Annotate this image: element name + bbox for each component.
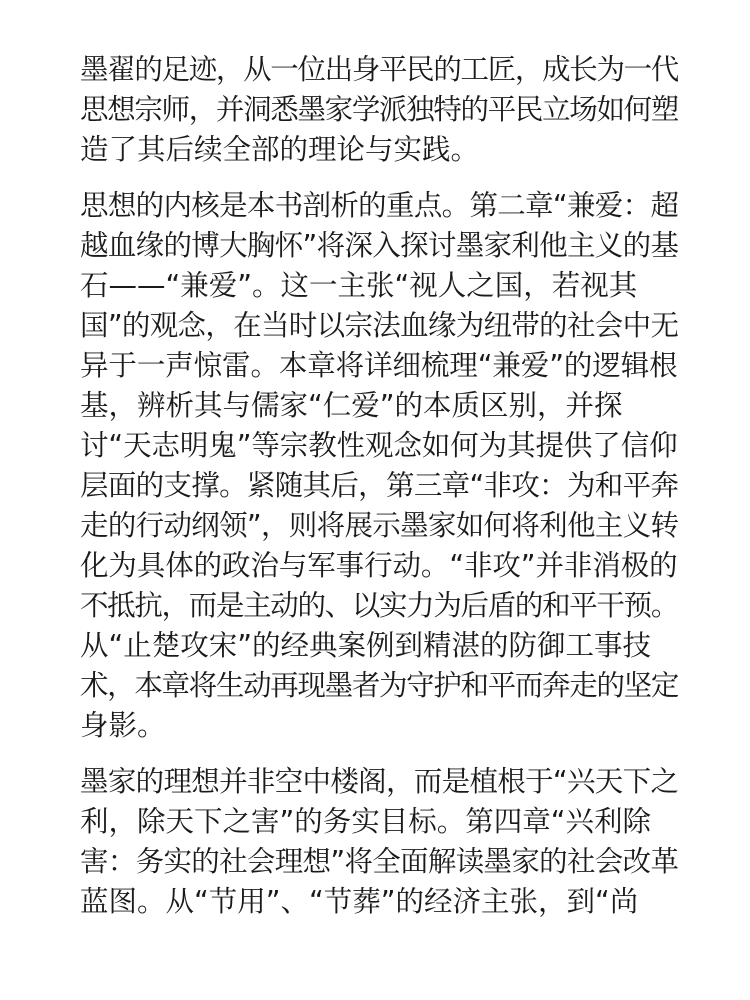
text-line: 术，本章将生动再现墨者为守护和平而奔走的坚定 <box>80 669 678 702</box>
text-line: 走的行动纲领”，则将展示墨家如何将利他主义转 <box>80 509 678 542</box>
paragraph-1 <box>80 50 678 170</box>
paragraph-2 <box>80 186 678 746</box>
text-line: 墨家的理想并非空中楼阁，而是植根于“兴天下之 <box>80 765 678 798</box>
text-line: 石——“兼爱”。这一主张“视人之国，若视其 <box>80 269 638 302</box>
text-line: 讨“天志明鬼”等宗教性观念如何为其提供了信仰 <box>80 429 678 462</box>
text-line: 越血缘的博大胸怀”将深入探讨墨家利他主义的基 <box>80 229 678 262</box>
text-line: 思想的内核是本书剖析的重点。第二章“兼爱：超 <box>80 189 678 222</box>
text-line: 造了其后续全部的理论与实践。 <box>80 133 480 166</box>
paragraph-3 <box>80 762 678 922</box>
text-line: 化为具体的政治与军事行动。“非攻”并非消极的 <box>80 549 678 582</box>
text-line: 基，辨析其与儒家“仁爱”的本质区别，并探 <box>80 389 623 422</box>
text-line: 层面的支撑。紧随其后，第三章“非攻：为和平奔 <box>80 469 678 502</box>
text-line: 墨翟的足迹，从一位出身平民的工匠，成长为一代 <box>80 53 678 86</box>
text-line: 思想宗师，并洞悉墨家学派独特的平民立场如何塑 <box>80 93 678 126</box>
text-line: 异于一声惊雷。本章将详细梳理“兼爱”的逻辑根 <box>80 349 678 382</box>
text-line: 蓝图。从“节用”、“节葬”的经济主张，到“尚 <box>80 885 639 918</box>
text-line: 国”的观念，在当时以宗法血缘为纽带的社会中无 <box>80 309 678 342</box>
text-line: 害：务实的社会理想”将全面解读墨家的社会改革 <box>80 845 678 878</box>
text-line: 从“止楚攻宋”的经典案例到精湛的防御工事技 <box>80 629 652 662</box>
text-line: 身影。 <box>80 709 166 742</box>
text-line: 不抵抗，而是主动的、以实力为后盾的和平干预。 <box>80 589 678 622</box>
text-line: 利，除天下之害”的务实目标。第四章“兴利除 <box>80 805 652 838</box>
